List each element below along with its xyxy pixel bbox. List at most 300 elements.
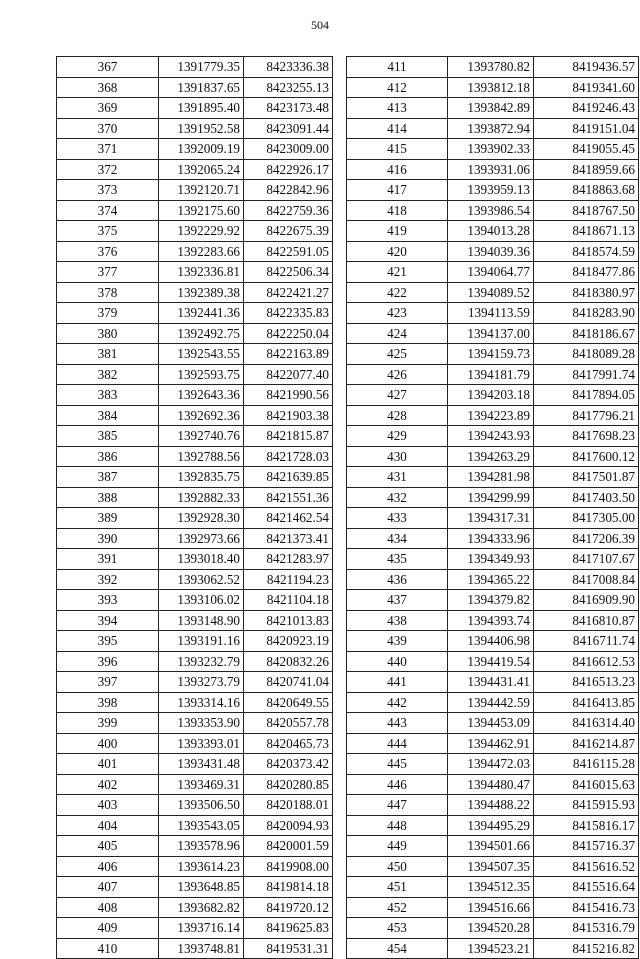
table-row [347,139,639,160]
x-coordinate-cell: 1393931.06 [448,159,534,180]
point-number-cell: 424 [347,323,448,344]
x-coordinate-cell: 1392175.60 [159,200,244,221]
x-coordinate-cell: 1394089.52 [448,282,534,303]
y-coordinate-cell: 8419814.18 [244,877,333,898]
table-row [347,549,639,570]
x-coordinate-cell: 1394495.29 [448,815,534,836]
point-number-cell: 371 [57,139,159,160]
point-number-cell: 451 [347,877,448,898]
y-coordinate-cell: 8415816.17 [534,815,639,836]
point-number-cell: 396 [57,651,159,672]
x-coordinate-cell: 1392973.66 [159,528,244,549]
y-coordinate-cell: 8421104.18 [244,590,333,611]
table-row [57,159,333,180]
y-coordinate-cell: 8416612.53 [534,651,639,672]
point-number-cell: 368 [57,77,159,98]
table-row [347,323,639,344]
table-row [347,303,639,324]
point-number-cell: 434 [347,528,448,549]
table-row [347,57,639,78]
table-row [57,836,333,857]
y-coordinate-cell: 8422926.17 [244,159,333,180]
table-row [57,487,333,508]
y-coordinate-cell: 8418283.90 [534,303,639,324]
x-coordinate-cell: 1392835.75 [159,467,244,488]
table-row [347,426,639,447]
table-row [57,344,333,365]
x-coordinate-cell: 1393543.05 [159,815,244,836]
x-coordinate-cell: 1393314.16 [159,692,244,713]
table-row [347,282,639,303]
x-coordinate-cell: 1392882.33 [159,487,244,508]
y-coordinate-cell: 8416513.23 [534,672,639,693]
y-coordinate-cell: 8422335.83 [244,303,333,324]
x-coordinate-cell: 1393469.31 [159,774,244,795]
y-coordinate-cell: 8422250.04 [244,323,333,344]
table-row [57,631,333,652]
table-row [347,405,639,426]
table-row [57,200,333,221]
x-coordinate-cell: 1393273.79 [159,672,244,693]
x-coordinate-cell: 1394223.89 [448,405,534,426]
y-coordinate-cell: 8418959.66 [534,159,639,180]
y-coordinate-cell: 8421903.38 [244,405,333,426]
y-coordinate-cell: 8418671.13 [534,221,639,242]
point-number-cell: 381 [57,344,159,365]
x-coordinate-cell: 1394349.93 [448,549,534,570]
point-number-cell: 421 [347,262,448,283]
table-row [57,77,333,98]
table-row [347,836,639,857]
table-row [347,262,639,283]
y-coordinate-cell: 8416413.85 [534,692,639,713]
y-coordinate-cell: 8421283.97 [244,549,333,570]
point-number-cell: 452 [347,897,448,918]
table-row [57,405,333,426]
x-coordinate-cell: 1391837.65 [159,77,244,98]
x-coordinate-cell: 1393748.81 [159,938,244,959]
x-coordinate-cell: 1394113.59 [448,303,534,324]
x-coordinate-cell: 1392009.19 [159,139,244,160]
point-number-cell: 454 [347,938,448,959]
y-coordinate-cell: 8420649.55 [244,692,333,713]
table-row [57,651,333,672]
point-number-cell: 389 [57,508,159,529]
point-number-cell: 370 [57,118,159,139]
point-number-cell: 387 [57,467,159,488]
y-coordinate-cell: 8415616.52 [534,856,639,877]
x-coordinate-cell: 1392740.76 [159,426,244,447]
point-number-cell: 367 [57,57,159,78]
y-coordinate-cell: 8419531.31 [244,938,333,959]
x-coordinate-cell: 1392065.24 [159,159,244,180]
table-row [57,528,333,549]
y-coordinate-cell: 8417008.84 [534,569,639,590]
x-coordinate-cell: 1393062.52 [159,569,244,590]
y-coordinate-cell: 8417698.23 [534,426,639,447]
x-coordinate-cell: 1391779.35 [159,57,244,78]
table-row [57,98,333,119]
point-number-cell: 413 [347,98,448,119]
point-number-cell: 390 [57,528,159,549]
y-coordinate-cell: 8416214.87 [534,733,639,754]
point-number-cell: 414 [347,118,448,139]
x-coordinate-cell: 1394442.59 [448,692,534,713]
x-coordinate-cell: 1393148.90 [159,610,244,631]
table-row [347,713,639,734]
y-coordinate-cell: 8422759.36 [244,200,333,221]
point-number-cell: 445 [347,754,448,775]
table-row [57,692,333,713]
x-coordinate-cell: 1392389.38 [159,282,244,303]
x-coordinate-cell: 1394333.96 [448,528,534,549]
point-number-cell: 385 [57,426,159,447]
point-number-cell: 384 [57,405,159,426]
table-row [347,590,639,611]
x-coordinate-cell: 1393578.96 [159,836,244,857]
point-number-cell: 427 [347,385,448,406]
point-number-cell: 416 [347,159,448,180]
y-coordinate-cell: 8415716.37 [534,836,639,857]
table-row [347,385,639,406]
y-coordinate-cell: 8415915.93 [534,795,639,816]
y-coordinate-cell: 8415516.64 [534,877,639,898]
table-row [57,938,333,959]
point-number-cell: 406 [57,856,159,877]
table-row [347,918,639,939]
y-coordinate-cell: 8420923.19 [244,631,333,652]
point-number-cell: 431 [347,467,448,488]
table-row [347,98,639,119]
y-coordinate-cell: 8421639.85 [244,467,333,488]
point-number-cell: 426 [347,364,448,385]
y-coordinate-cell: 8418767.50 [534,200,639,221]
x-coordinate-cell: 1394501.66 [448,836,534,857]
point-number-cell: 383 [57,385,159,406]
x-coordinate-cell: 1393812.18 [448,77,534,98]
x-coordinate-cell: 1394472.03 [448,754,534,775]
y-coordinate-cell: 8421728.03 [244,446,333,467]
table-row [57,610,333,631]
x-coordinate-cell: 1394480.47 [448,774,534,795]
point-number-cell: 397 [57,672,159,693]
y-coordinate-cell: 8416711.74 [534,631,639,652]
y-coordinate-cell: 8422675.39 [244,221,333,242]
table-row [347,528,639,549]
y-coordinate-cell: 8423173.48 [244,98,333,119]
table-row [57,733,333,754]
x-coordinate-cell: 1393986.54 [448,200,534,221]
point-number-cell: 374 [57,200,159,221]
x-coordinate-cell: 1394243.93 [448,426,534,447]
point-number-cell: 442 [347,692,448,713]
point-number-cell: 404 [57,815,159,836]
y-coordinate-cell: 8422842.96 [244,180,333,201]
point-number-cell: 417 [347,180,448,201]
x-coordinate-cell: 1394419.54 [448,651,534,672]
x-coordinate-cell: 1392492.75 [159,323,244,344]
y-coordinate-cell: 8420001.59 [244,836,333,857]
x-coordinate-cell: 1393191.16 [159,631,244,652]
y-coordinate-cell: 8423091.44 [244,118,333,139]
table-row [347,200,639,221]
y-coordinate-cell: 8417206.39 [534,528,639,549]
y-coordinate-cell: 8416810.87 [534,610,639,631]
x-coordinate-cell: 1393959.13 [448,180,534,201]
x-coordinate-cell: 1392336.81 [159,262,244,283]
point-number-cell: 443 [347,713,448,734]
y-coordinate-cell: 8421551.36 [244,487,333,508]
y-coordinate-cell: 8423009.00 [244,139,333,160]
x-coordinate-cell: 1394516.66 [448,897,534,918]
point-number-cell: 429 [347,426,448,447]
point-number-cell: 386 [57,446,159,467]
table-row [347,118,639,139]
x-coordinate-cell: 1394299.99 [448,487,534,508]
y-coordinate-cell: 8416909.90 [534,590,639,611]
point-number-cell: 388 [57,487,159,508]
point-number-cell: 402 [57,774,159,795]
x-coordinate-cell: 1392788.56 [159,446,244,467]
table-row [57,590,333,611]
table-row [347,938,639,959]
x-coordinate-cell: 1393232.79 [159,651,244,672]
x-coordinate-cell: 1392120.71 [159,180,244,201]
table-row [57,241,333,262]
y-coordinate-cell: 8420465.73 [244,733,333,754]
y-coordinate-cell: 8420373.42 [244,754,333,775]
point-number-cell: 373 [57,180,159,201]
table-row [347,77,639,98]
y-coordinate-cell: 8422506.34 [244,262,333,283]
point-number-cell: 412 [347,77,448,98]
table-row [57,180,333,201]
y-coordinate-cell: 8420280.85 [244,774,333,795]
table-row [57,446,333,467]
y-coordinate-cell: 8422163.89 [244,344,333,365]
table-row [347,651,639,672]
point-number-cell: 444 [347,733,448,754]
x-coordinate-cell: 1392692.36 [159,405,244,426]
point-number-cell: 438 [347,610,448,631]
point-number-cell: 410 [57,938,159,959]
y-coordinate-cell: 8417600.12 [534,446,639,467]
table-row [57,118,333,139]
x-coordinate-cell: 1394263.29 [448,446,534,467]
table-row [57,795,333,816]
table-row [57,303,333,324]
x-coordinate-cell: 1392543.55 [159,344,244,365]
table-row [347,631,639,652]
point-number-cell: 394 [57,610,159,631]
point-number-cell: 395 [57,631,159,652]
point-number-cell: 403 [57,795,159,816]
y-coordinate-cell: 8417991.74 [534,364,639,385]
x-coordinate-cell: 1393018.40 [159,549,244,570]
table-row [57,508,333,529]
x-coordinate-cell: 1394181.79 [448,364,534,385]
point-number-cell: 400 [57,733,159,754]
y-coordinate-cell: 8419720.12 [244,897,333,918]
table-row [57,877,333,898]
y-coordinate-cell: 8417501.87 [534,467,639,488]
x-coordinate-cell: 1393506.50 [159,795,244,816]
table-row [57,569,333,590]
x-coordinate-cell: 1394013.28 [448,221,534,242]
x-coordinate-cell: 1393353.90 [159,713,244,734]
table-row [347,364,639,385]
x-coordinate-cell: 1393648.85 [159,877,244,898]
table-row [57,467,333,488]
table-row [347,159,639,180]
x-coordinate-cell: 1393682.82 [159,897,244,918]
table-row [347,487,639,508]
point-number-cell: 393 [57,590,159,611]
y-coordinate-cell: 8415216.82 [534,938,639,959]
y-coordinate-cell: 8422077.40 [244,364,333,385]
y-coordinate-cell: 8421815.87 [244,426,333,447]
point-number-cell: 433 [347,508,448,529]
y-coordinate-cell: 8419625.83 [244,918,333,939]
table-row [57,323,333,344]
x-coordinate-cell: 1394523.21 [448,938,534,959]
y-coordinate-cell: 8423336.38 [244,57,333,78]
x-coordinate-cell: 1394365.22 [448,569,534,590]
point-number-cell: 391 [57,549,159,570]
x-coordinate-cell: 1394520.28 [448,918,534,939]
y-coordinate-cell: 8422421.27 [244,282,333,303]
point-number-cell: 369 [57,98,159,119]
table-row [347,508,639,529]
point-number-cell: 399 [57,713,159,734]
table-row [347,692,639,713]
x-coordinate-cell: 1392229.92 [159,221,244,242]
y-coordinate-cell: 8419055.45 [534,139,639,160]
x-coordinate-cell: 1392928.30 [159,508,244,529]
point-number-cell: 419 [347,221,448,242]
point-number-cell: 377 [57,262,159,283]
x-coordinate-cell: 1394488.22 [448,795,534,816]
table-row [57,262,333,283]
x-coordinate-cell: 1394507.35 [448,856,534,877]
y-coordinate-cell: 8417796.21 [534,405,639,426]
x-coordinate-cell: 1394203.18 [448,385,534,406]
y-coordinate-cell: 8416314.40 [534,713,639,734]
x-coordinate-cell: 1393780.82 [448,57,534,78]
point-number-cell: 423 [347,303,448,324]
x-coordinate-cell: 1394039.36 [448,241,534,262]
point-number-cell: 392 [57,569,159,590]
y-coordinate-cell: 8421194.23 [244,569,333,590]
x-coordinate-cell: 1393106.02 [159,590,244,611]
table-row [347,877,639,898]
point-number-cell: 379 [57,303,159,324]
point-number-cell: 447 [347,795,448,816]
x-coordinate-cell: 1393431.48 [159,754,244,775]
x-coordinate-cell: 1394281.98 [448,467,534,488]
x-coordinate-cell: 1394406.98 [448,631,534,652]
y-coordinate-cell: 8416015.63 [534,774,639,795]
coordinates-table-right [346,56,639,959]
page-number: 504 [311,18,329,32]
x-coordinate-cell: 1393393.01 [159,733,244,754]
table-row [347,467,639,488]
point-number-cell: 453 [347,918,448,939]
x-coordinate-cell: 1392593.75 [159,364,244,385]
y-coordinate-cell: 8418089.28 [534,344,639,365]
x-coordinate-cell: 1392283.66 [159,241,244,262]
x-coordinate-cell: 1394317.31 [448,508,534,529]
table-row [57,856,333,877]
table-row [57,897,333,918]
x-coordinate-cell: 1394462.91 [448,733,534,754]
table-row [57,549,333,570]
x-coordinate-cell: 1392643.36 [159,385,244,406]
x-coordinate-cell: 1392441.36 [159,303,244,324]
point-number-cell: 450 [347,856,448,877]
point-number-cell: 407 [57,877,159,898]
point-number-cell: 425 [347,344,448,365]
table-row [57,221,333,242]
table-row [347,344,639,365]
y-coordinate-cell: 8420832.26 [244,651,333,672]
table-row [57,57,333,78]
y-coordinate-cell: 8420094.93 [244,815,333,836]
y-coordinate-cell: 8419246.43 [534,98,639,119]
x-coordinate-cell: 1394064.77 [448,262,534,283]
table-row [57,282,333,303]
point-number-cell: 439 [347,631,448,652]
y-coordinate-cell: 8419151.04 [534,118,639,139]
point-number-cell: 441 [347,672,448,693]
x-coordinate-cell: 1391895.40 [159,98,244,119]
table-row [347,610,639,631]
point-number-cell: 440 [347,651,448,672]
table-row [347,180,639,201]
y-coordinate-cell: 8415416.73 [534,897,639,918]
y-coordinate-cell: 8421373.41 [244,528,333,549]
y-coordinate-cell: 8423255.13 [244,77,333,98]
y-coordinate-cell: 8418380.97 [534,282,639,303]
table-row [57,754,333,775]
y-coordinate-cell: 8421013.83 [244,610,333,631]
table-row [347,754,639,775]
point-number-cell: 420 [347,241,448,262]
x-coordinate-cell: 1393872.94 [448,118,534,139]
table-row [347,795,639,816]
table-row [57,815,333,836]
point-number-cell: 411 [347,57,448,78]
table-row [347,569,639,590]
point-number-cell: 435 [347,549,448,570]
point-number-cell: 430 [347,446,448,467]
x-coordinate-cell: 1394379.82 [448,590,534,611]
x-coordinate-cell: 1393902.33 [448,139,534,160]
point-number-cell: 375 [57,221,159,242]
point-number-cell: 446 [347,774,448,795]
point-number-cell: 437 [347,590,448,611]
table-row [57,713,333,734]
y-coordinate-cell: 8416115.28 [534,754,639,775]
point-number-cell: 415 [347,139,448,160]
point-number-cell: 401 [57,754,159,775]
point-number-cell: 449 [347,836,448,857]
table-row [57,672,333,693]
table-row [57,426,333,447]
point-number-cell: 376 [57,241,159,262]
table-row [57,364,333,385]
x-coordinate-cell: 1394512.35 [448,877,534,898]
